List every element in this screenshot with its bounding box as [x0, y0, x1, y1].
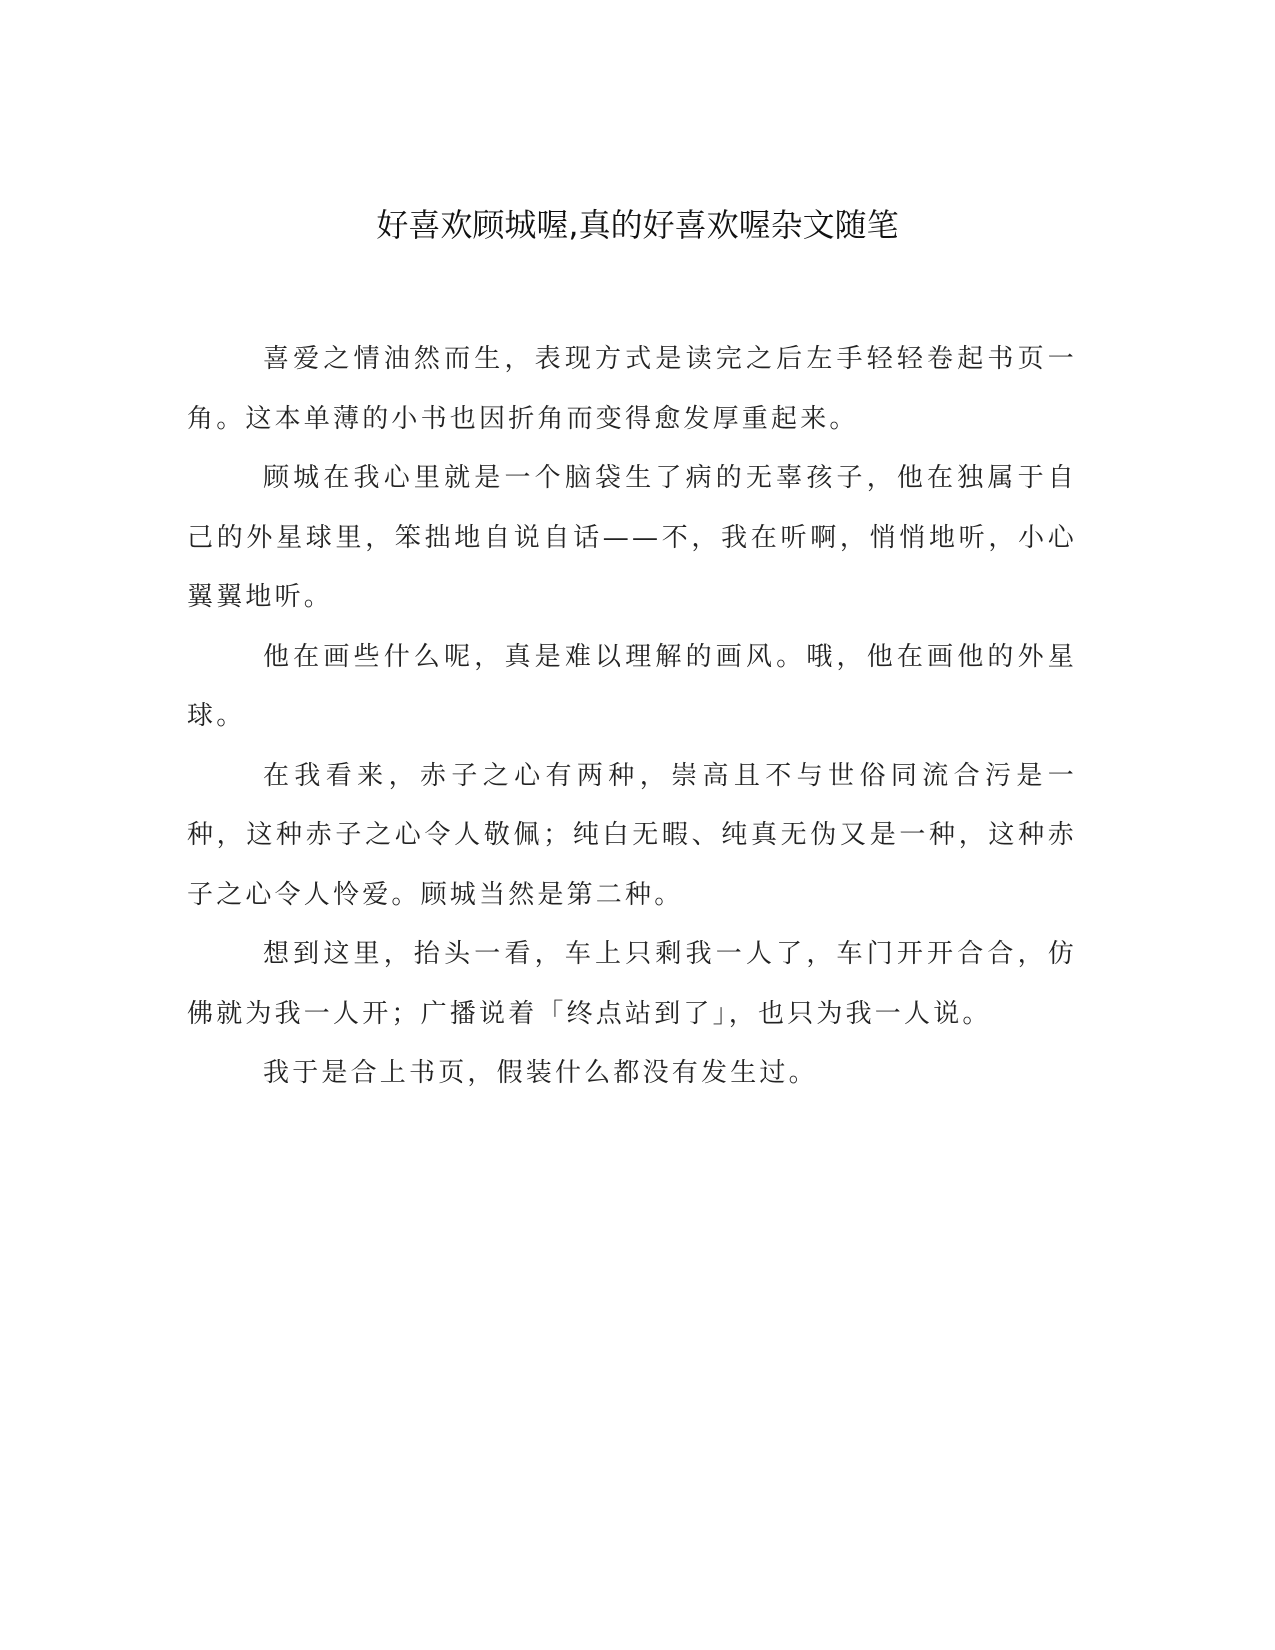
document-body	[187, 330, 1077, 1104]
paragraph: 我于是合上书页，假装什么都没有发生过。	[263, 1058, 818, 1088]
paragraph: 在我看来，赤子之心有两种，崇高且不与世俗同流合污是一种，这种赤子之心令人敬佩；纯白无暇、纯真无伪又是一种，这种赤子之心令人怜爱。顾城当然是第二种。	[187, 760, 1077, 910]
paragraph: 他在画些什么呢，真是难以理解的画风。哦，他在画他的外星球。	[187, 641, 1077, 731]
document-title: 好喜欢顾城喔,真的好喜欢喔杂文随笔	[376, 206, 899, 244]
paragraph: 顾城在我心里就是一个脑袋生了病的无辜孩子，他在独属于自己的外星球里，笨拙地自说自话——不，我在听啊，悄悄地听，小心翼翼地听。	[187, 463, 1077, 612]
paragraph: 想到这里，抬头一看，车上只剩我一人了，车门开开合合，仿佛就为我一人开；广播说着「终点站到了」，也只为我一人说。	[187, 939, 1077, 1029]
paragraph: 喜爱之情油然而生，表现方式是读完之后左手轻轻卷起书页一角。这本单薄的小书也因折角而变得愈发厚重起来。	[187, 344, 1077, 434]
